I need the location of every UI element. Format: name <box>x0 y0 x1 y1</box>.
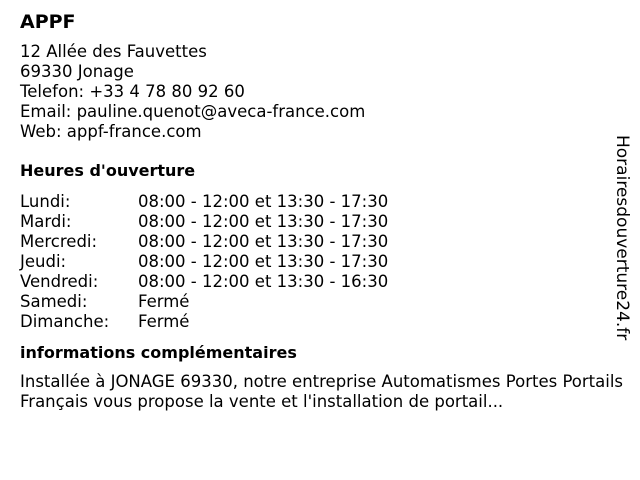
hours-row-jeudi <box>20 252 615 272</box>
hours-row-mardi <box>20 212 615 232</box>
hours-row-dimanche <box>20 312 615 332</box>
hours-row-samedi <box>20 292 615 312</box>
address-street: 12 Allée des Fauvettes <box>20 42 207 61</box>
hours-row-vendredi <box>20 272 615 292</box>
address-city: 69330 Jonage <box>20 62 134 81</box>
day-label: Dimanche: <box>20 312 110 331</box>
time-range: 08:00 - 12:00 et 13:30 - 17:30 <box>138 252 389 271</box>
day-label: Jeudi: <box>20 252 67 271</box>
time-range: 08:00 - 12:00 et 13:30 - 17:30 <box>138 232 389 251</box>
extra-info-text: Installée à JONAGE 69330, notre entreprise Automatismes Portes Portails Français vous propose la vente et l'installation de portail... <box>20 372 624 411</box>
web-line: Web: appf-france.com <box>20 122 202 141</box>
day-label: Samedi: <box>20 292 88 311</box>
day-label: Mardi: <box>20 212 72 231</box>
hours-row-mercredi <box>20 232 615 252</box>
time-range: Fermé <box>138 292 190 311</box>
business-name: APPF <box>20 11 76 33</box>
hours-row-lundi <box>20 192 615 212</box>
time-range: 08:00 - 12:00 et 13:30 - 16:30 <box>138 272 389 291</box>
site-watermark: Horairesdouverture24.fr <box>612 135 632 341</box>
phone-line: Telefon: +33 4 78 80 92 60 <box>20 82 245 101</box>
time-range: Fermé <box>138 312 190 331</box>
email-line: Email: pauline.quenot@aveca-france.com <box>20 102 366 121</box>
hours-table <box>20 192 615 332</box>
day-label: Lundi: <box>20 192 71 211</box>
time-range: 08:00 - 12:00 et 13:30 - 17:30 <box>138 212 389 231</box>
day-label: Mercredi: <box>20 232 98 251</box>
extra-info-heading: informations complémentaires <box>20 343 297 362</box>
day-label: Vendredi: <box>20 272 99 291</box>
hours-heading: Heures d'ouverture <box>20 161 196 180</box>
time-range: 08:00 - 12:00 et 13:30 - 17:30 <box>138 192 389 211</box>
